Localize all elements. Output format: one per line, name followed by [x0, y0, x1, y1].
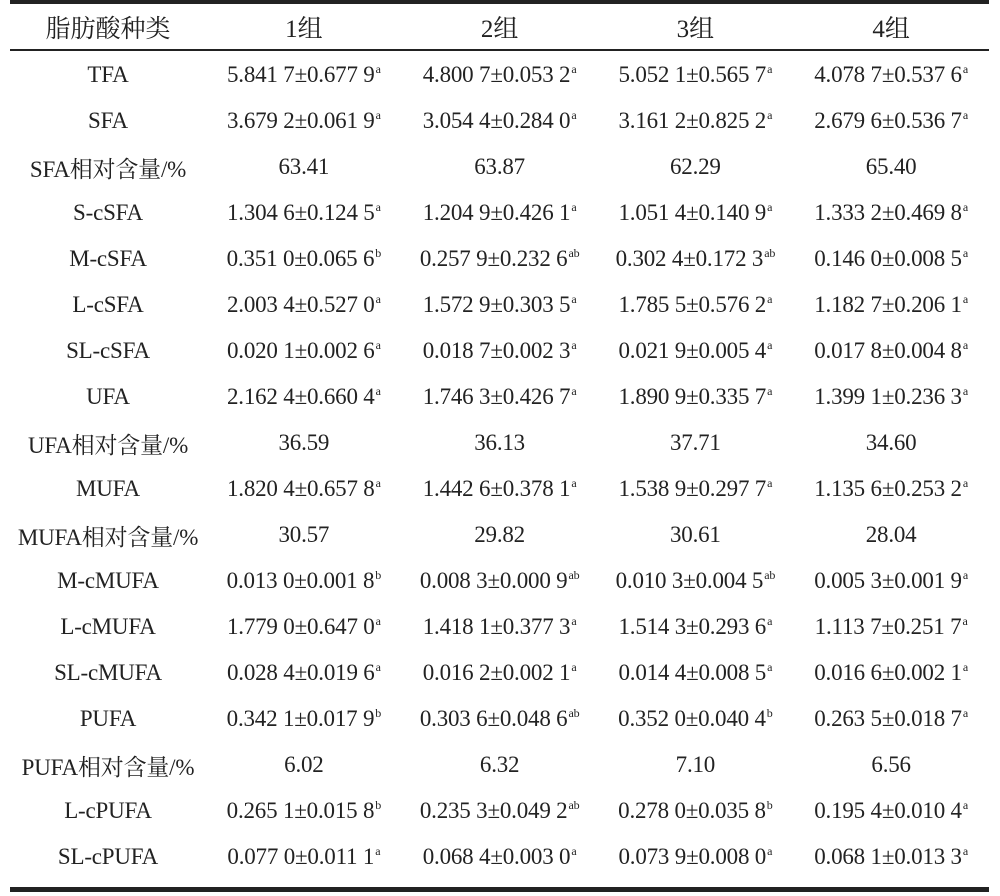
table-cell-group-1: [206, 834, 402, 880]
row-label: L-cPUFA: [64, 798, 152, 823]
cell-value: 0.021 9±0.005 4: [618, 338, 767, 363]
table-cell-group-4: [793, 52, 989, 98]
significance-letter: a: [962, 200, 968, 214]
table-row: [10, 236, 989, 282]
cell-value: 34.60: [865, 430, 917, 455]
cell-value: 0.016 6±0.002 1: [814, 660, 962, 685]
cell-value: 62.29: [669, 154, 721, 179]
significance-letter: a: [375, 62, 381, 76]
cell-value: 0.195 4±0.010 4: [814, 798, 962, 823]
table-cell-group-1: [206, 144, 402, 190]
table-cell-group-4: [793, 512, 989, 558]
cell-value: 0.068 1±0.013 3: [814, 844, 962, 869]
cell-value: 5.052 1±0.565 7: [618, 62, 767, 87]
table-cell-group-2: [402, 282, 598, 328]
cell-value: 30.61: [669, 522, 721, 547]
table-cell-group-4: [793, 98, 989, 144]
row-label: M-cMUFA: [57, 568, 159, 593]
table-row: [10, 98, 989, 144]
table-cell-group-2: [402, 236, 598, 282]
cell-value: 6.32: [479, 752, 520, 777]
significance-letter: b: [375, 798, 382, 812]
significance-letter: a: [962, 568, 968, 582]
cell-value: 0.068 4±0.003 0: [422, 844, 571, 869]
table-cell-group-2: [402, 98, 598, 144]
table-cell-group-3: [598, 834, 794, 880]
cell-value: 30.57: [278, 522, 330, 547]
cell-value: 1.399 1±0.236 3: [814, 384, 962, 409]
cell-value: 0.017 8±0.004 8: [814, 338, 962, 363]
table-cell-group-4: [793, 834, 989, 880]
table-cell-group-3: [598, 558, 794, 604]
table-cell-group-1: [206, 466, 402, 512]
significance-letter: a: [962, 844, 968, 858]
cell-value: 0.263 5±0.018 7: [814, 706, 962, 731]
significance-letter: a: [375, 108, 381, 122]
cell-value: 1.418 1±0.377 3: [422, 614, 571, 639]
significance-letter: a: [767, 660, 773, 674]
table-cell-group-2: [402, 328, 598, 374]
significance-letter: a: [767, 476, 773, 490]
cell-value: 0.010 3±0.004 5: [615, 568, 764, 593]
cell-value: 1.204 9±0.426 1: [422, 200, 571, 225]
cell-value: 1.304 6±0.124 5: [226, 200, 375, 225]
table-cell-group-3: [598, 144, 794, 190]
cell-value: 0.342 1±0.017 9: [226, 706, 375, 731]
table-cell-group-3: [598, 466, 794, 512]
table-row: [10, 558, 989, 604]
table-cell-group-2: [402, 650, 598, 696]
row-label: UFA: [86, 384, 130, 409]
table-cell-group-4: [793, 236, 989, 282]
table-bottom-rule: [10, 887, 989, 892]
significance-letter: a: [571, 384, 577, 398]
table-cell-group-1: [206, 98, 402, 144]
row-label: SL-cMUFA: [54, 660, 162, 685]
cell-value: 2.162 4±0.660 4: [226, 384, 375, 409]
cell-value: 63.41: [278, 154, 330, 179]
cell-value: 1.514 3±0.293 6: [618, 614, 767, 639]
cell-value: 63.87: [474, 154, 525, 179]
cell-value: 1.820 4±0.657 8: [226, 476, 375, 501]
significance-letter: a: [375, 338, 381, 352]
cell-value: 2.003 4±0.527 0: [226, 292, 375, 317]
cell-value: 1.538 9±0.297 7: [618, 476, 767, 501]
table-cell-group-1: [206, 650, 402, 696]
significance-letter: a: [962, 476, 968, 490]
cell-value: 1.051 4±0.140 9: [618, 200, 767, 225]
cell-value: 1.890 9±0.335 7: [618, 384, 767, 409]
table-row: [10, 788, 989, 834]
cell-value: 29.82: [474, 522, 525, 547]
significance-letter: a: [962, 706, 968, 720]
cell-value: 0.008 3±0.000 9: [419, 568, 568, 593]
significance-letter: ab: [568, 798, 580, 812]
header-fatty-acid-type: 脂肪酸种类: [45, 16, 171, 43]
table-cell-group-2: [402, 696, 598, 742]
significance-letter: a: [962, 338, 968, 352]
significance-letter: a: [767, 384, 773, 398]
table-cell-group-4: [793, 144, 989, 190]
row-label: PUFA: [79, 706, 137, 731]
table-cell-group-4: [793, 420, 989, 466]
cell-value: 0.278 0±0.035 8: [618, 798, 766, 823]
table-cell-group-1: [206, 236, 402, 282]
cell-value: 37.71: [669, 430, 721, 455]
significance-letter: a: [962, 660, 968, 674]
row-label: MUFA相对含量/%: [17, 524, 199, 550]
significance-letter: a: [571, 338, 577, 352]
significance-letter: a: [571, 476, 577, 490]
table-cell-group-2: [402, 466, 598, 512]
significance-letter: a: [767, 62, 773, 76]
table-row: [10, 696, 989, 742]
significance-letter: a: [962, 384, 968, 398]
cell-value: 0.351 0±0.065 6: [226, 246, 375, 271]
cell-value: 0.265 1±0.015 8: [226, 798, 375, 823]
cell-value: 1.135 6±0.253 2: [814, 476, 962, 501]
cell-value: 4.800 7±0.053 2: [422, 62, 571, 87]
table-cell-group-3: [598, 52, 794, 98]
significance-letter: a: [571, 62, 577, 76]
table-cell-group-3: [598, 328, 794, 374]
table-cell-group-2: [402, 742, 598, 788]
table-cell-group-3: [598, 742, 794, 788]
table-cell-group-1: [206, 512, 402, 558]
cell-value: 36.59: [278, 430, 330, 455]
significance-letter: a: [767, 108, 773, 122]
cell-value: 0.013 0±0.001 8: [226, 568, 375, 593]
table-cell-group-1: [206, 190, 402, 236]
significance-letter: ab: [568, 706, 580, 720]
table-cell-group-1: [206, 788, 402, 834]
cell-value: 1.182 7±0.206 1: [814, 292, 962, 317]
cell-value: 3.054 4±0.284 0: [422, 108, 571, 133]
row-label: SFA相对含量/%: [29, 156, 187, 182]
significance-letter: a: [375, 660, 381, 674]
cell-value: 4.078 7±0.537 6: [814, 62, 962, 87]
cell-value: 2.679 6±0.536 7: [814, 108, 962, 133]
table-cell-group-4: [793, 282, 989, 328]
table-cell-group-4: [793, 788, 989, 834]
row-label: S-cSFA: [73, 200, 143, 225]
table-cell-group-4: [793, 466, 989, 512]
significance-letter: a: [767, 292, 773, 306]
table-cell-group-1: [206, 374, 402, 420]
table-cell-group-2: [402, 374, 598, 420]
significance-letter: a: [767, 200, 773, 214]
table-cell-group-4: [793, 604, 989, 650]
row-label: PUFA相对含量/%: [21, 754, 195, 780]
header-group-4: 4组: [872, 16, 910, 43]
table-row: [10, 650, 989, 696]
significance-letter: b: [766, 798, 773, 812]
cell-value: 0.020 1±0.002 6: [226, 338, 375, 363]
significance-letter: a: [571, 660, 577, 674]
cell-value: 36.13: [474, 430, 525, 455]
table-row: [10, 742, 989, 788]
cell-value: 1.442 6±0.378 1: [422, 476, 571, 501]
row-label: UFA相对含量/%: [27, 432, 189, 458]
cell-value: 0.146 0±0.008 5: [814, 246, 962, 271]
table-header: [10, 4, 989, 52]
cell-value: 1.785 5±0.576 2: [618, 292, 767, 317]
significance-letter: a: [571, 292, 577, 306]
table-cell-group-3: [598, 650, 794, 696]
cell-value: 1.333 2±0.469 8: [814, 200, 962, 225]
table-cell-group-3: [598, 604, 794, 650]
table-cell-group-3: [598, 236, 794, 282]
table-cell-group-2: [402, 604, 598, 650]
table-cell-group-4: [793, 328, 989, 374]
significance-letter: a: [962, 108, 968, 122]
table-cell-group-1: [206, 420, 402, 466]
cell-value: 3.679 2±0.061 9: [226, 108, 375, 133]
significance-letter: ab: [764, 568, 776, 582]
row-label: MUFA: [76, 476, 140, 501]
table-cell-group-2: [402, 144, 598, 190]
cell-value: 3.161 2±0.825 2: [618, 108, 767, 133]
table-cell-group-4: [793, 696, 989, 742]
significance-letter: a: [375, 292, 381, 306]
table-cell-group-4: [793, 650, 989, 696]
table-cell-group-4: [793, 190, 989, 236]
cell-value: 6.02: [284, 752, 324, 777]
row-label: TFA: [87, 62, 129, 87]
table-cell-group-1: [206, 604, 402, 650]
row-label: L-cMUFA: [60, 614, 156, 639]
table-row: [10, 190, 989, 236]
cell-value: 0.016 2±0.002 1: [422, 660, 571, 685]
table-cell-group-1: [206, 696, 402, 742]
fatty-acid-table-container: [10, 0, 989, 894]
cell-value: 0.005 3±0.001 9: [814, 568, 962, 593]
significance-letter: a: [571, 844, 577, 858]
cell-value: 0.302 4±0.172 3: [615, 246, 764, 271]
significance-letter: b: [375, 246, 382, 260]
row-label: SL-cSFA: [66, 338, 150, 363]
significance-letter: a: [962, 798, 968, 812]
table-row: [10, 282, 989, 328]
significance-letter: ab: [764, 246, 776, 260]
header-row: [10, 4, 989, 50]
cell-value: 0.014 4±0.008 5: [618, 660, 767, 685]
table-row: [10, 374, 989, 420]
table-cell-group-1: [206, 52, 402, 98]
table-cell-group-2: [402, 420, 598, 466]
table-cell-group-3: [598, 696, 794, 742]
cell-value: 0.018 7±0.002 3: [422, 338, 571, 363]
table-cell-group-3: [598, 788, 794, 834]
table-row: [10, 52, 989, 98]
cell-value: 0.077 0±0.011 1: [227, 844, 375, 869]
significance-letter: a: [375, 476, 381, 490]
table-cell-group-2: [402, 190, 598, 236]
table-row: [10, 604, 989, 650]
table-cell-group-4: [793, 374, 989, 420]
table-cell-group-4: [793, 742, 989, 788]
table-cell-group-1: [206, 328, 402, 374]
cell-value: 0.303 6±0.048 6: [419, 706, 568, 731]
table-row: [10, 328, 989, 374]
significance-letter: a: [962, 62, 968, 76]
cell-value: 6.56: [871, 752, 911, 777]
significance-letter: b: [766, 706, 773, 720]
table-cell-group-1: [206, 742, 402, 788]
significance-letter: b: [375, 706, 382, 720]
row-label: SFA: [88, 108, 128, 133]
table-row: [10, 420, 989, 466]
table-cell-group-2: [402, 52, 598, 98]
table-body: [10, 52, 989, 880]
cell-value: 0.352 0±0.040 4: [618, 706, 766, 731]
cell-value: 0.257 9±0.232 6: [419, 246, 568, 271]
cell-value: 7.10: [675, 752, 716, 777]
header-group-2: 2组: [480, 16, 519, 43]
significance-letter: ab: [568, 568, 580, 582]
table-row: [10, 144, 989, 190]
cell-value: 28.04: [865, 522, 917, 547]
significance-letter: a: [375, 384, 381, 398]
table-cell-group-3: [598, 98, 794, 144]
cell-value: 0.235 3±0.049 2: [419, 798, 568, 823]
header-group-3: 3组: [676, 16, 715, 43]
table-cell-group-3: [598, 190, 794, 236]
table-cell-group-3: [598, 512, 794, 558]
significance-letter: a: [962, 614, 968, 628]
cell-value: 5.841 7±0.677 9: [226, 62, 375, 87]
row-label: M-cSFA: [69, 246, 147, 271]
fatty-acid-table: [10, 4, 989, 880]
table-row: [10, 834, 989, 880]
cell-value: 1.113 7±0.251 7: [814, 614, 962, 639]
significance-letter: ab: [568, 246, 580, 260]
cell-value: 65.40: [865, 154, 917, 179]
significance-letter: a: [767, 338, 773, 352]
cell-value: 1.779 0±0.647 0: [226, 614, 375, 639]
cell-value: 0.073 9±0.008 0: [618, 844, 767, 869]
table-cell-group-1: [206, 558, 402, 604]
table-cell-group-3: [598, 282, 794, 328]
cell-value: 1.572 9±0.303 5: [422, 292, 571, 317]
significance-letter: a: [962, 246, 968, 260]
table-cell-group-3: [598, 420, 794, 466]
significance-letter: a: [767, 844, 773, 858]
significance-letter: a: [571, 200, 577, 214]
table-cell-group-2: [402, 788, 598, 834]
significance-letter: a: [375, 200, 381, 214]
significance-letter: b: [375, 568, 382, 582]
significance-letter: a: [571, 108, 577, 122]
cell-value: 1.746 3±0.426 7: [422, 384, 571, 409]
table-cell-group-1: [206, 282, 402, 328]
table-row: [10, 512, 989, 558]
table-cell-group-3: [598, 374, 794, 420]
table-cell-group-2: [402, 558, 598, 604]
significance-letter: a: [962, 292, 968, 306]
table-row: [10, 466, 989, 512]
table-cell-group-2: [402, 512, 598, 558]
table-cell-group-2: [402, 834, 598, 880]
row-label: L-cSFA: [72, 292, 144, 317]
significance-letter: a: [375, 614, 381, 628]
table-cell-group-4: [793, 558, 989, 604]
significance-letter: a: [767, 614, 773, 628]
header-group-1: 1组: [285, 16, 323, 43]
significance-letter: a: [375, 844, 381, 858]
cell-value: 0.028 4±0.019 6: [226, 660, 375, 685]
significance-letter: a: [571, 614, 577, 628]
row-label: SL-cPUFA: [57, 844, 159, 869]
